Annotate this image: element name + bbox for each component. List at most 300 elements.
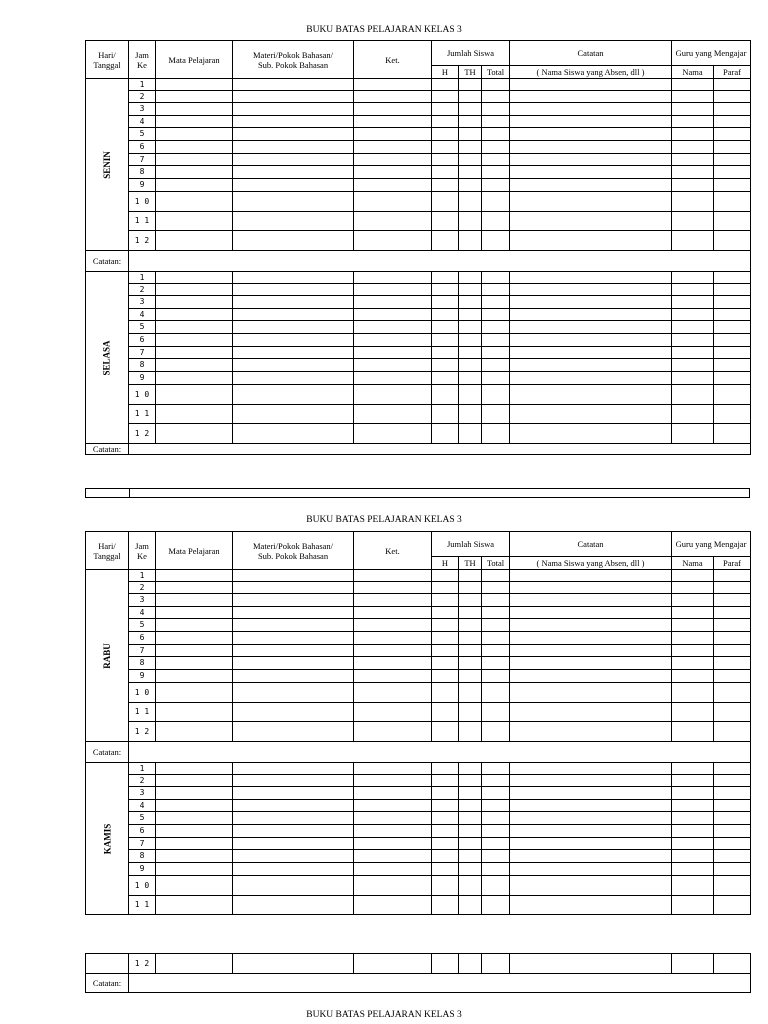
table-row <box>86 582 751 594</box>
period-number: 1 2 <box>129 231 156 251</box>
table-cell <box>510 896 672 915</box>
table-cell <box>510 670 672 683</box>
table-cell <box>432 192 459 212</box>
table-cell <box>672 582 714 594</box>
table-cell <box>432 825 459 838</box>
table-cell <box>354 359 432 372</box>
table-cell <box>714 309 751 321</box>
table-cell <box>156 141 233 154</box>
table-cell <box>482 79 510 91</box>
table-cell <box>482 722 510 742</box>
table-cell <box>510 570 672 582</box>
table-cell <box>672 179 714 192</box>
table-cell <box>459 321 482 334</box>
table-cell <box>459 954 482 974</box>
table-cell <box>233 863 354 876</box>
table-cell <box>714 128 751 141</box>
table-cell <box>482 334 510 347</box>
table-cell <box>233 309 354 321</box>
table-cell <box>672 272 714 284</box>
table-cell <box>354 212 432 231</box>
table-row <box>86 775 751 787</box>
col-paraf: Paraf <box>714 66 751 79</box>
table-cell <box>672 116 714 128</box>
table-cell <box>354 405 432 424</box>
table-cell <box>156 359 233 372</box>
table-cell <box>714 670 751 683</box>
table-cell <box>482 103 510 116</box>
table-cell <box>233 272 354 284</box>
table-cell <box>510 192 672 212</box>
table-cell <box>156 192 233 212</box>
col-absen: ( Nama Siswa yang Absen, dll ) <box>510 557 672 570</box>
table-cell <box>510 582 672 594</box>
period-number: 1 1 <box>129 896 156 915</box>
table-cell <box>714 372 751 385</box>
table-cell <box>432 863 459 876</box>
table-cell <box>714 296 751 309</box>
table-cell <box>233 787 354 800</box>
table-cell <box>672 347 714 359</box>
table-cell <box>482 166 510 179</box>
table-cell <box>432 179 459 192</box>
table-cell <box>354 863 432 876</box>
table-cell <box>233 570 354 582</box>
table-row <box>86 212 751 231</box>
table-cell <box>482 787 510 800</box>
table-cell <box>510 405 672 424</box>
table-cell <box>510 619 672 632</box>
table-cell <box>510 632 672 645</box>
table-row <box>86 619 751 632</box>
table-cell <box>156 128 233 141</box>
table-cell <box>714 594 751 607</box>
period-number: 3 <box>129 787 156 800</box>
col-ket: Ket. <box>354 41 432 79</box>
table-cell <box>432 812 459 825</box>
table-cell <box>432 800 459 812</box>
table-cell <box>510 79 672 91</box>
table-cell <box>459 272 482 284</box>
catatan-field[interactable] <box>129 742 751 763</box>
table-cell <box>354 703 432 722</box>
table-cell <box>432 405 459 424</box>
table-cell <box>156 670 233 683</box>
table-cell <box>432 896 459 915</box>
table-cell <box>156 619 233 632</box>
catatan-field[interactable] <box>129 251 751 272</box>
table-cell <box>482 272 510 284</box>
table-cell <box>156 116 233 128</box>
table-cell <box>432 103 459 116</box>
period-number: 6 <box>129 632 156 645</box>
table-cell <box>672 632 714 645</box>
table-cell <box>233 296 354 309</box>
day-label: SELASA <box>101 339 112 376</box>
table-row <box>86 825 751 838</box>
period-number: 1 1 <box>129 212 156 231</box>
table-cell <box>714 703 751 722</box>
schedule-table-body <box>86 532 751 915</box>
col-catatan: Catatan <box>510 532 672 557</box>
table-cell <box>714 619 751 632</box>
table-cell <box>510 607 672 619</box>
table-cell <box>714 272 751 284</box>
table-cell <box>672 359 714 372</box>
page-title: BUKU BATAS PELAJARAN KELAS 3 <box>306 1010 462 1020</box>
table-cell <box>672 683 714 703</box>
table-cell <box>354 763 432 775</box>
table-cell <box>510 775 672 787</box>
table-cell <box>432 607 459 619</box>
table-cell <box>432 284 459 296</box>
table-row <box>86 231 751 251</box>
col-ket: Ket. <box>354 532 432 570</box>
table-cell <box>459 385 482 405</box>
period-number: 7 <box>129 838 156 850</box>
table-cell <box>459 424 482 444</box>
table-cell <box>672 284 714 296</box>
table-cell <box>156 775 233 787</box>
table-cell <box>714 896 751 915</box>
table-cell <box>482 703 510 722</box>
table-cell <box>354 619 432 632</box>
table-cell <box>354 570 432 582</box>
table-cell <box>510 825 672 838</box>
table-cell <box>482 632 510 645</box>
table-cell <box>354 812 432 825</box>
table-cell <box>233 594 354 607</box>
table-row <box>86 703 751 722</box>
table-row <box>86 334 751 347</box>
table-cell <box>714 334 751 347</box>
table-cell <box>482 141 510 154</box>
col-nama: Nama <box>672 557 714 570</box>
table-row <box>86 670 751 683</box>
table-cell <box>233 141 354 154</box>
table-cell <box>714 231 751 251</box>
col-guru: Guru yang Mengajar <box>672 532 751 557</box>
col-th: TH <box>459 557 482 570</box>
table-cell <box>510 296 672 309</box>
table-cell <box>510 347 672 359</box>
table-cell <box>510 166 672 179</box>
table-cell <box>354 347 432 359</box>
table-cell <box>432 321 459 334</box>
table-cell <box>482 192 510 212</box>
table-cell <box>714 424 751 444</box>
table-cell <box>432 385 459 405</box>
period-number: 3 <box>129 296 156 309</box>
table-cell <box>432 763 459 775</box>
table-cell <box>510 116 672 128</box>
schedule-table-body <box>86 954 751 993</box>
col-h: H <box>432 557 459 570</box>
table-cell <box>354 670 432 683</box>
table-cell <box>432 570 459 582</box>
day-label-cell <box>86 763 129 915</box>
table-cell <box>714 212 751 231</box>
table-row <box>86 321 751 334</box>
table-cell <box>354 896 432 915</box>
table-row <box>86 179 751 192</box>
table-cell <box>156 334 233 347</box>
table-cell <box>459 192 482 212</box>
table-cell <box>233 722 354 742</box>
table-cell <box>354 284 432 296</box>
table-cell <box>432 309 459 321</box>
table-cell <box>459 896 482 915</box>
table-cell <box>156 103 233 116</box>
table-cell <box>233 321 354 334</box>
table-cell <box>459 231 482 251</box>
table-cell <box>233 103 354 116</box>
table-cell <box>354 166 432 179</box>
table-cell <box>459 372 482 385</box>
table-cell <box>354 296 432 309</box>
table-cell <box>714 166 751 179</box>
table-cell <box>156 763 233 775</box>
table-cell <box>354 179 432 192</box>
table-cell <box>432 775 459 787</box>
table-cell <box>156 645 233 657</box>
table-cell <box>510 179 672 192</box>
table-cell <box>714 321 751 334</box>
table-cell <box>482 321 510 334</box>
table-cell <box>459 166 482 179</box>
table-cell <box>482 296 510 309</box>
table-cell <box>482 179 510 192</box>
table-cell <box>354 309 432 321</box>
table-cell <box>459 763 482 775</box>
table-cell <box>672 703 714 722</box>
table-cell <box>156 424 233 444</box>
table-row <box>86 296 751 309</box>
table-cell <box>156 787 233 800</box>
table-cell <box>510 231 672 251</box>
table-row <box>86 359 751 372</box>
col-total: Total <box>482 66 510 79</box>
period-number: 1 <box>129 272 156 284</box>
table-cell <box>432 850 459 863</box>
table-cell <box>432 876 459 896</box>
table-cell <box>714 800 751 812</box>
table-cell <box>156 166 233 179</box>
table-cell <box>432 424 459 444</box>
table-cell <box>432 657 459 670</box>
schedule-table-3 <box>85 953 751 993</box>
table-cell <box>714 116 751 128</box>
period-number: 2 <box>129 284 156 296</box>
table-cell <box>714 954 751 974</box>
table-cell <box>459 309 482 321</box>
table-cell <box>714 607 751 619</box>
table-cell <box>233 359 354 372</box>
period-number: 6 <box>129 825 156 838</box>
catatan-field[interactable] <box>129 974 751 993</box>
table-cell <box>354 128 432 141</box>
table-cell <box>482 670 510 683</box>
table-cell <box>432 334 459 347</box>
table-row <box>86 787 751 800</box>
table-cell <box>156 582 233 594</box>
table-cell <box>459 128 482 141</box>
table-cell <box>233 154 354 166</box>
catatan-label: Catatan: <box>86 251 129 272</box>
table-cell <box>482 116 510 128</box>
table-row <box>86 594 751 607</box>
table-cell <box>459 607 482 619</box>
table-cell <box>156 607 233 619</box>
table-cell <box>354 657 432 670</box>
table-cell <box>672 670 714 683</box>
table-cell <box>233 812 354 825</box>
table-cell <box>459 594 482 607</box>
table-cell <box>510 424 672 444</box>
table-cell <box>459 812 482 825</box>
table-cell <box>482 619 510 632</box>
schedule-table-2 <box>85 531 751 915</box>
catatan-label: Catatan: <box>86 974 129 993</box>
table-cell <box>714 775 751 787</box>
table-cell <box>233 954 354 974</box>
table-cell <box>354 141 432 154</box>
table-cell <box>714 347 751 359</box>
table-cell <box>672 619 714 632</box>
period-number: 7 <box>129 347 156 359</box>
col-mata-pelajaran: Mata Pelajaran <box>156 41 233 79</box>
table-cell <box>459 334 482 347</box>
table-cell <box>354 192 432 212</box>
col-jumlah-siswa: Jumlah Siswa <box>432 532 510 557</box>
table-cell <box>354 154 432 166</box>
table-cell <box>672 79 714 91</box>
table-cell <box>482 896 510 915</box>
col-jumlah-siswa: Jumlah Siswa <box>432 41 510 66</box>
table-cell <box>672 838 714 850</box>
table-cell <box>459 825 482 838</box>
table-cell <box>354 103 432 116</box>
period-number: 1 0 <box>129 192 156 212</box>
table-cell <box>459 645 482 657</box>
col-hari-tanggal: Hari/ Tanggal <box>86 532 129 570</box>
col-jam-ke: Jam Ke <box>129 532 156 570</box>
table-cell <box>510 800 672 812</box>
table-cell <box>459 570 482 582</box>
table-cell <box>714 141 751 154</box>
table-cell <box>156 825 233 838</box>
table-cell <box>510 154 672 166</box>
table-cell <box>714 825 751 838</box>
col-total: Total <box>482 557 510 570</box>
table-cell <box>482 683 510 703</box>
day-label-cell <box>86 272 129 444</box>
table-cell <box>482 954 510 974</box>
table-cell <box>432 141 459 154</box>
table-cell <box>156 657 233 670</box>
col-th: TH <box>459 66 482 79</box>
table-cell <box>156 385 233 405</box>
table-cell <box>459 850 482 863</box>
table-row <box>86 863 751 876</box>
table-cell <box>482 607 510 619</box>
table-cell <box>354 321 432 334</box>
table-cell <box>156 800 233 812</box>
table-cell <box>510 284 672 296</box>
table-cell <box>156 954 233 974</box>
table-cell <box>459 657 482 670</box>
col-paraf: Paraf <box>714 557 751 570</box>
table-cell <box>233 825 354 838</box>
schedule-table-1 <box>85 40 751 455</box>
table-cell <box>672 334 714 347</box>
table-cell <box>672 722 714 742</box>
table-cell <box>233 645 354 657</box>
table-cell <box>156 321 233 334</box>
table-cell <box>672 812 714 825</box>
table-cell <box>459 212 482 231</box>
table-cell <box>432 372 459 385</box>
day-label: SENIN <box>101 150 112 179</box>
catatan-field[interactable] <box>129 444 751 455</box>
table-cell <box>672 372 714 385</box>
table-row <box>86 570 751 582</box>
table-cell <box>482 128 510 141</box>
period-number: 9 <box>129 372 156 385</box>
table-row <box>86 103 751 116</box>
table-cell <box>233 334 354 347</box>
table-cell <box>672 954 714 974</box>
table-cell <box>233 582 354 594</box>
table-cell <box>354 91 432 103</box>
table-cell <box>510 657 672 670</box>
table-cell <box>354 800 432 812</box>
table-cell <box>482 424 510 444</box>
day-label-cell <box>86 79 129 251</box>
table-cell <box>354 632 432 645</box>
table-cell <box>233 284 354 296</box>
table-cell <box>714 570 751 582</box>
table-cell <box>233 657 354 670</box>
table-cell <box>432 231 459 251</box>
table-cell <box>233 838 354 850</box>
catatan-label: Catatan: <box>86 742 129 763</box>
table-cell <box>156 838 233 850</box>
catatan-row <box>86 742 751 763</box>
table-row <box>86 272 751 284</box>
table-row <box>86 812 751 825</box>
table-cell <box>156 372 233 385</box>
table-cell <box>510 954 672 974</box>
period-number: 7 <box>129 154 156 166</box>
table-cell <box>482 405 510 424</box>
table-cell <box>714 632 751 645</box>
table-cell <box>510 763 672 775</box>
period-number: 2 <box>129 91 156 103</box>
period-number: 4 <box>129 800 156 812</box>
table-cell <box>459 347 482 359</box>
period-number: 5 <box>129 321 156 334</box>
period-number: 1 0 <box>129 385 156 405</box>
table-cell <box>432 632 459 645</box>
table-row <box>86 154 751 166</box>
table-cell <box>432 683 459 703</box>
table-cell <box>459 179 482 192</box>
catatan-row <box>86 974 751 993</box>
table-cell <box>156 722 233 742</box>
table-cell <box>714 763 751 775</box>
table-cell <box>233 405 354 424</box>
